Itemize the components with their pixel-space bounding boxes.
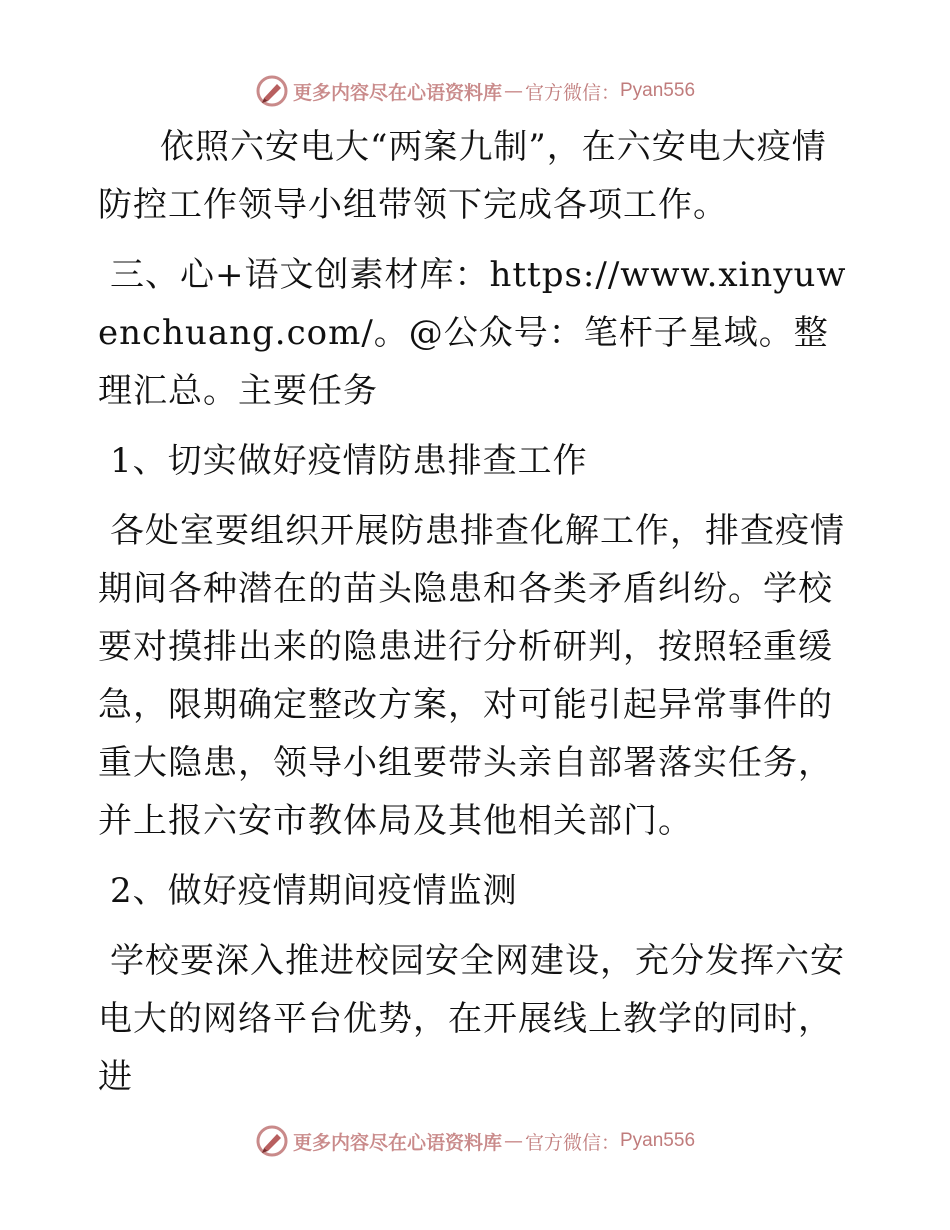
pen-logo-icon [255,74,289,108]
watermark-label: 官方微信： [524,1131,620,1154]
header-watermark [0,71,950,111]
subheading-2: 2、做好疫情期间疫情监测 [110,871,518,911]
paragraph-intro: 依照六安电大“两案九制”，在六安电大疫情防控工作领导小组带领下完成各项工作。 [98,127,827,225]
watermark-wechat-id: Pyan556 [620,80,696,101]
watermark-wechat-id: Pyan556 [620,1130,696,1151]
footer-watermark [0,1121,950,1161]
watermark-text: 更多内容尽在心语资料库 [292,81,502,104]
paragraph-2-body: 学校要深入推进校园安全网建设，充分发挥六安电大的网络平台优势，在开展线上教学的同时，进 [98,941,845,1097]
subheading-1: 1、切实做好疫情防患排查工作 [110,441,588,481]
watermark-separator: — [503,1130,523,1152]
watermark-separator: — [503,80,523,102]
section-heading-main-tasks: 三、心+语文创素材库：https://www.xinyuwenchuang.com/。@公众号：笔杆子星域。整理汇总。主要任务 [98,255,847,411]
pen-logo-icon [255,1124,289,1158]
watermark-text: 更多内容尽在心语资料库 [292,1131,502,1154]
document-body [98,118,858,1106]
watermark-label: 官方微信： [524,81,620,104]
paragraph-1-body: 各处室要组织开展防患排查化解工作，排查疫情期间各种潜在的苗头隐患和各类矛盾纠纷。学校要对摸排出来的隐患进行分析研判，按照轻重缓急，限期确定整改方案，对可能引起异常事件的重大隐患，领导小组要带头亲自部署落实任务，并上报六安市教体局及其他相关部门。 [98,511,845,841]
